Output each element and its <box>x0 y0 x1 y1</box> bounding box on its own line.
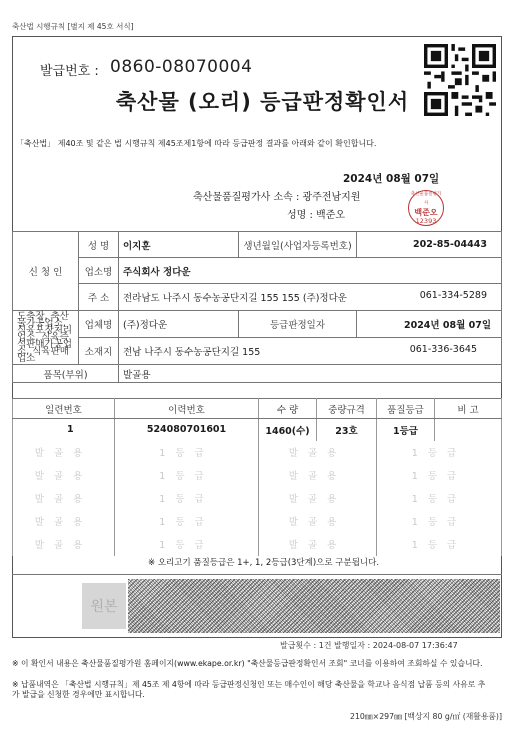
row-weight: 23호 <box>317 419 377 441</box>
issue-info: 발급횟수 : 1건 발행일자 : 2024-08-07 17:36:47 <box>280 641 458 650</box>
row-trace-number: 524080701601 <box>115 419 259 441</box>
applicant-section-label: 신 청 인 <box>13 232 79 311</box>
col-header-qty: 수 량 <box>259 399 317 419</box>
applicant-table <box>12 231 502 383</box>
qr-code <box>424 44 496 116</box>
business-registration-number: 202-85-04443 <box>357 232 502 258</box>
col-header-trace: 이력번호 <box>115 399 259 419</box>
location: 전남 나주시 동수농공단지길 155 <box>123 347 261 358</box>
applicant-phone: 061-334-5289 <box>419 290 487 301</box>
official-seal: 축산물품질평가사 백준오 12393 <box>408 190 444 226</box>
col-header-serial: 일련번호 <box>13 399 115 419</box>
location-label: 소재지 <box>79 338 119 365</box>
table-header-row <box>13 399 502 419</box>
footnote-delivery: ※ 납품내역은 「축산법 시행규칙」제 45조 제 4항에 따라 등급판정신청인 또는 매수인이 해당 축산물을 학교나 음식점 납품 등의 사유로 추가 발급을 신청한 경우에만 표시합니다. <box>12 680 486 699</box>
grade-note: ※ 오리고기 품질등급은 1+, 1, 2등급(3단계)으로 구분됩니다. <box>148 558 380 568</box>
ghost-row: 발골용 1등급 발골용 1등급 <box>13 533 502 556</box>
original-watermark: 원본 <box>82 583 126 629</box>
grade-date-label: 등급판정일자 <box>239 311 357 338</box>
col-header-grade: 품질등급 <box>377 399 435 419</box>
item-value: 발골용 <box>119 365 502 383</box>
doc-number: 0860-08070004 <box>110 57 253 77</box>
grader-organization: 축산물품질평가사 소속 : 광주전남지원 <box>193 192 361 203</box>
company-label: 업소명 <box>79 258 119 284</box>
name-label: 성 명 <box>79 232 119 258</box>
grade-date: 2024년 08월 07일 <box>357 311 502 338</box>
security-band <box>12 574 502 637</box>
paper-spec: 210㎜×297㎜ [백상지 80 g/㎡ (재활용품)] <box>350 712 502 721</box>
row-grade: 1등급 <box>377 419 435 441</box>
address-label: 주 소 <box>79 284 119 311</box>
ghost-row: 발골용 1등급 발골용 1등급 <box>13 510 502 533</box>
footnote-lookup: ※ 이 확인서 내용은 축산물품질평가원 홈페이지(www.ekape.or.kr) "축산물등급판정확인서 조회" 코너를 이용하여 조회하실 수 있습니다. <box>12 659 483 668</box>
birth-label: 생년월일(사업자등록번호) <box>239 232 357 258</box>
biz-label: 업체명 <box>79 311 119 338</box>
location-cell <box>119 338 502 365</box>
table-row <box>13 419 502 441</box>
ghost-row: 발골용 1등급 발골용 1등급 <box>13 487 502 510</box>
row-remark <box>435 419 502 441</box>
row-serial: 1 <box>13 419 115 441</box>
col-header-weight: 중량규격 <box>317 399 377 419</box>
document-title: 축산물 (오리) 등급판정확인서 <box>115 90 410 114</box>
col-header-remark: 비 고 <box>435 399 502 419</box>
form-header: 축산법 시행규칙 [별지 제 45호 서식] <box>12 22 134 31</box>
issue-date: 2024년 08월 07일 <box>343 173 440 185</box>
biz-name: (주)정다운 <box>119 311 239 338</box>
applicant-name: 이지훈 <box>119 232 239 258</box>
ghost-row: 발골용 1등급 발골용 1등급 <box>13 441 502 464</box>
doc-number-label: 발급번호 : <box>40 64 99 79</box>
location-phone: 061-336-3645 <box>409 344 477 355</box>
item-label: 품목(부위) <box>13 365 119 383</box>
ghost-row: 발골용 1등급 발골용 1등급 <box>13 464 502 487</box>
security-pattern <box>128 579 500 633</box>
grader-name: 성명 : 백준오 <box>287 210 346 221</box>
grading-table <box>12 398 502 556</box>
facility-section-label: 도축장, 축산물가공업소, 식육포장처리업소, 식육즉석판매가공업소, 식육판매업소 <box>13 311 79 365</box>
company-name: 주식회사 정다운 <box>119 258 502 284</box>
applicant-address: 전라남도 나주시 동수농공단지길 155 155 (주)정다운 <box>123 293 347 304</box>
address-cell <box>119 284 502 311</box>
law-statement: 「축산법」 제40조 및 같은 법 시행규칙 제45조제1항에 따라 등급판정 결과를 아래와 같이 확인합니다. <box>16 139 377 148</box>
row-quantity: 1460(수) <box>259 419 317 441</box>
